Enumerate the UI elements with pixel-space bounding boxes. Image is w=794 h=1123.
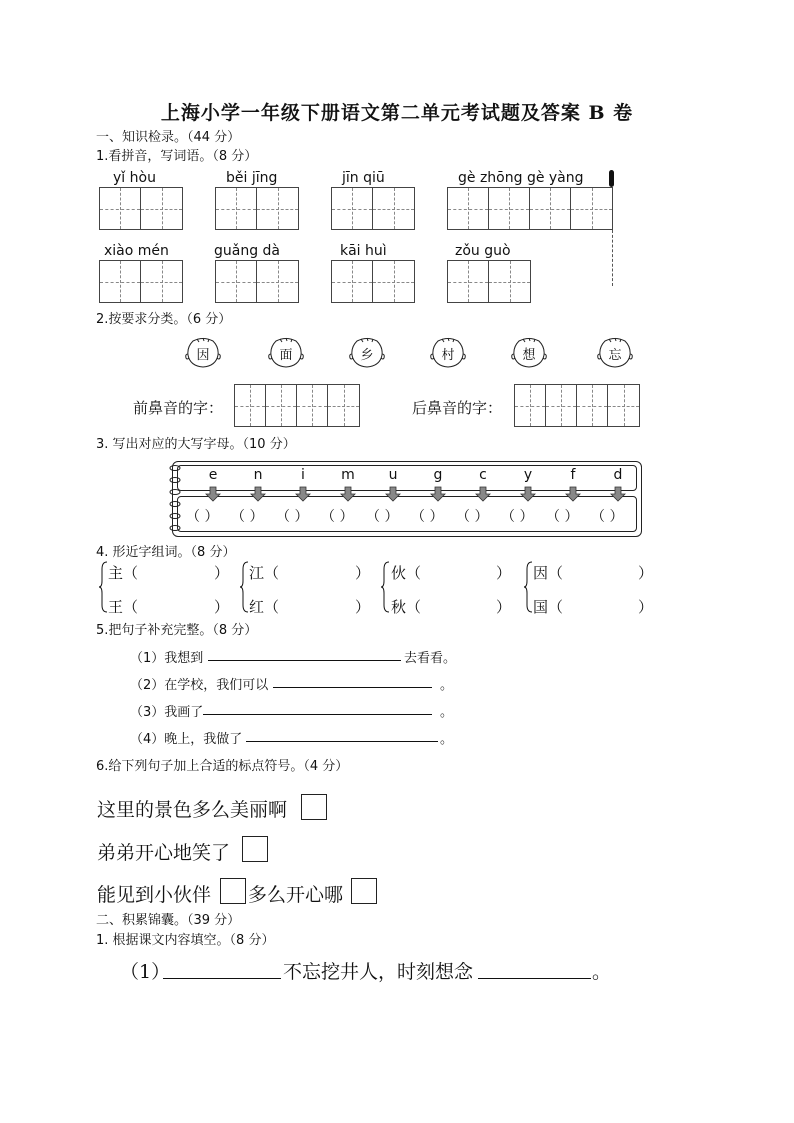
similar-char-a: 江（ xyxy=(249,564,280,582)
letter-item: n xyxy=(253,467,263,483)
letter-item: c xyxy=(479,467,487,483)
letter-item: i xyxy=(301,467,305,483)
close-paren: ） xyxy=(355,598,371,616)
down-arrow-icon xyxy=(566,487,580,501)
sentence-suffix: 。 xyxy=(440,732,454,747)
face-char-text: 乡 xyxy=(360,348,374,363)
pinyin-label: gè zhōng gè yàng xyxy=(458,170,584,186)
answer-blank[interactable] xyxy=(208,660,401,661)
similar-char-a: 主（ xyxy=(108,564,139,582)
down-arrow-icon xyxy=(431,487,445,501)
answer-paren[interactable]: （ ） xyxy=(186,509,219,525)
answer-blank[interactable] xyxy=(246,741,438,742)
question-1-label: 1.看拼音，写词语。（8 分） xyxy=(96,149,258,164)
margin-mark xyxy=(609,170,614,187)
answer-paren[interactable]: （ ） xyxy=(411,509,444,525)
answer-paren[interactable]: （ ） xyxy=(501,509,534,525)
answer-paren[interactable]: （ ） xyxy=(276,509,309,525)
writing-grid[interactable] xyxy=(99,260,183,303)
question-5-label: 5.把句子补充完整。（8 分） xyxy=(96,623,258,638)
punctuation-sentence: 弟弟开心地笑了 xyxy=(97,842,231,864)
answer-paren[interactable]: （ ） xyxy=(321,509,354,525)
sentence-prefix: （3）我画了 xyxy=(130,705,204,720)
answer-paren[interactable]: （ ） xyxy=(366,509,399,525)
sentence-prefix: （2）在学校，我们可以 xyxy=(130,678,269,693)
answer-paren[interactable]: （ ） xyxy=(456,509,489,525)
front-nasal-label: 前鼻音的字： xyxy=(133,399,224,417)
question-2-label: 2.按要求分类。（6 分） xyxy=(96,312,232,327)
letter-item: m xyxy=(341,467,355,483)
down-arrow-icon xyxy=(251,487,265,501)
answer-paren[interactable]: （ ） xyxy=(546,509,579,525)
face-character xyxy=(511,337,547,369)
punctuation-box[interactable] xyxy=(220,878,246,904)
fill-item-end: 。 xyxy=(592,961,612,983)
fill-item-number: （1） xyxy=(120,961,171,983)
down-arrow-icon xyxy=(476,487,490,501)
brace-icon xyxy=(381,561,391,613)
page-title: 上海小学一年级下册语文第二单元考试题及答案 B 卷 xyxy=(160,102,634,124)
down-arrow-icon xyxy=(611,487,625,501)
writing-grid[interactable] xyxy=(447,187,613,230)
close-paren: ） xyxy=(638,564,654,582)
pinyin-label: kāi huì xyxy=(340,243,387,259)
answer-blank[interactable] xyxy=(203,714,432,715)
letter-item: u xyxy=(388,467,398,483)
down-arrow-icon xyxy=(521,487,535,501)
writing-grid[interactable] xyxy=(215,187,299,230)
down-arrow-icon xyxy=(206,487,220,501)
writing-grid[interactable] xyxy=(99,187,183,230)
pinyin-label: guǎng dà xyxy=(214,243,281,259)
similar-char-b: 秋（ xyxy=(391,598,422,616)
answer-paren[interactable]: （ ） xyxy=(231,509,264,525)
face-character xyxy=(185,337,221,369)
question-6-label: 6.给下列句子加上合适的标点符号。（4 分） xyxy=(96,759,349,774)
punctuation-sentence: 能见到小伙伴 xyxy=(97,884,212,906)
face-character xyxy=(430,337,466,369)
close-paren: ） xyxy=(496,598,512,616)
punctuation-box[interactable] xyxy=(301,794,327,820)
close-paren: ） xyxy=(496,564,512,582)
section-heading-2: 二、积累锦囊。（39 分） xyxy=(96,913,241,928)
letter-item: f xyxy=(570,467,576,483)
question-3-label: 3. 写出对应的大写字母。（10 分） xyxy=(96,437,296,452)
close-paren: ） xyxy=(214,598,230,616)
back-nasal-label: 后鼻音的字： xyxy=(412,399,503,417)
down-arrow-icon xyxy=(296,487,310,501)
punctuation-box[interactable] xyxy=(351,878,377,904)
margin-divider xyxy=(612,230,613,286)
answer-paren[interactable]: （ ） xyxy=(591,509,624,525)
question-4-label: 4. 形近字组词。（8 分） xyxy=(96,545,236,560)
question-7-label: 1. 根据课文内容填空。（8 分） xyxy=(96,933,275,948)
punctuation-box[interactable] xyxy=(242,836,268,862)
letter-item: g xyxy=(433,467,443,483)
face-character xyxy=(268,337,304,369)
sentence-suffix: 。 xyxy=(440,705,454,720)
pinyin-label: yǐ hòu xyxy=(113,170,156,186)
punctuation-sentence: 多么开心哪 xyxy=(248,884,344,906)
face-char-text: 忘 xyxy=(608,348,622,363)
answer-blank[interactable] xyxy=(478,978,591,979)
pinyin-label: xiào mén xyxy=(104,243,169,259)
similar-char-a: 因（ xyxy=(533,564,564,582)
similar-char-b: 王（ xyxy=(108,598,139,616)
face-char-text: 因 xyxy=(196,348,210,363)
face-char-text: 村 xyxy=(441,348,455,363)
sentence-suffix: 去看看。 xyxy=(404,651,457,666)
face-character xyxy=(349,337,385,369)
close-paren: ） xyxy=(355,564,371,582)
writing-grid[interactable] xyxy=(331,187,415,230)
face-character xyxy=(597,337,633,369)
letter-item: e xyxy=(208,467,218,483)
similar-char-b: 红（ xyxy=(249,598,280,616)
down-arrow-icon xyxy=(386,487,400,501)
answer-blank[interactable] xyxy=(273,687,432,688)
writing-grid[interactable] xyxy=(331,260,415,303)
down-arrows xyxy=(177,486,635,502)
letter-item: y xyxy=(523,467,533,483)
writing-grid[interactable] xyxy=(447,260,531,303)
similar-char-a: 伙（ xyxy=(391,564,422,582)
answer-blank[interactable] xyxy=(163,978,281,979)
front-nasal-grid[interactable] xyxy=(234,384,360,427)
back-nasal-grid[interactable] xyxy=(514,384,640,427)
sentence-prefix: （1）我想到 xyxy=(130,651,204,666)
punctuation-sentence: 这里的景色多么美丽啊 xyxy=(97,799,288,821)
sentence-suffix: 。 xyxy=(440,678,454,693)
down-arrow-icon xyxy=(341,487,355,501)
pinyin-label: zǒu guò xyxy=(455,243,511,259)
face-char-text: 想 xyxy=(522,348,536,363)
sentence-prefix: （4）晚上，我做了 xyxy=(130,732,243,747)
close-paren: ） xyxy=(214,564,230,582)
writing-grid[interactable] xyxy=(215,260,299,303)
fill-item-text: 不忘挖井人，时刻想念 xyxy=(283,961,474,983)
close-paren: ） xyxy=(638,598,654,616)
letter-item: d xyxy=(613,467,623,483)
pinyin-label: jīn qiū xyxy=(342,170,385,186)
face-char-text: 面 xyxy=(279,348,293,363)
similar-char-b: 国（ xyxy=(533,598,564,616)
pinyin-label: běi jīng xyxy=(226,170,278,186)
section-heading-1: 一、知识检录。（44 分） xyxy=(96,130,241,145)
